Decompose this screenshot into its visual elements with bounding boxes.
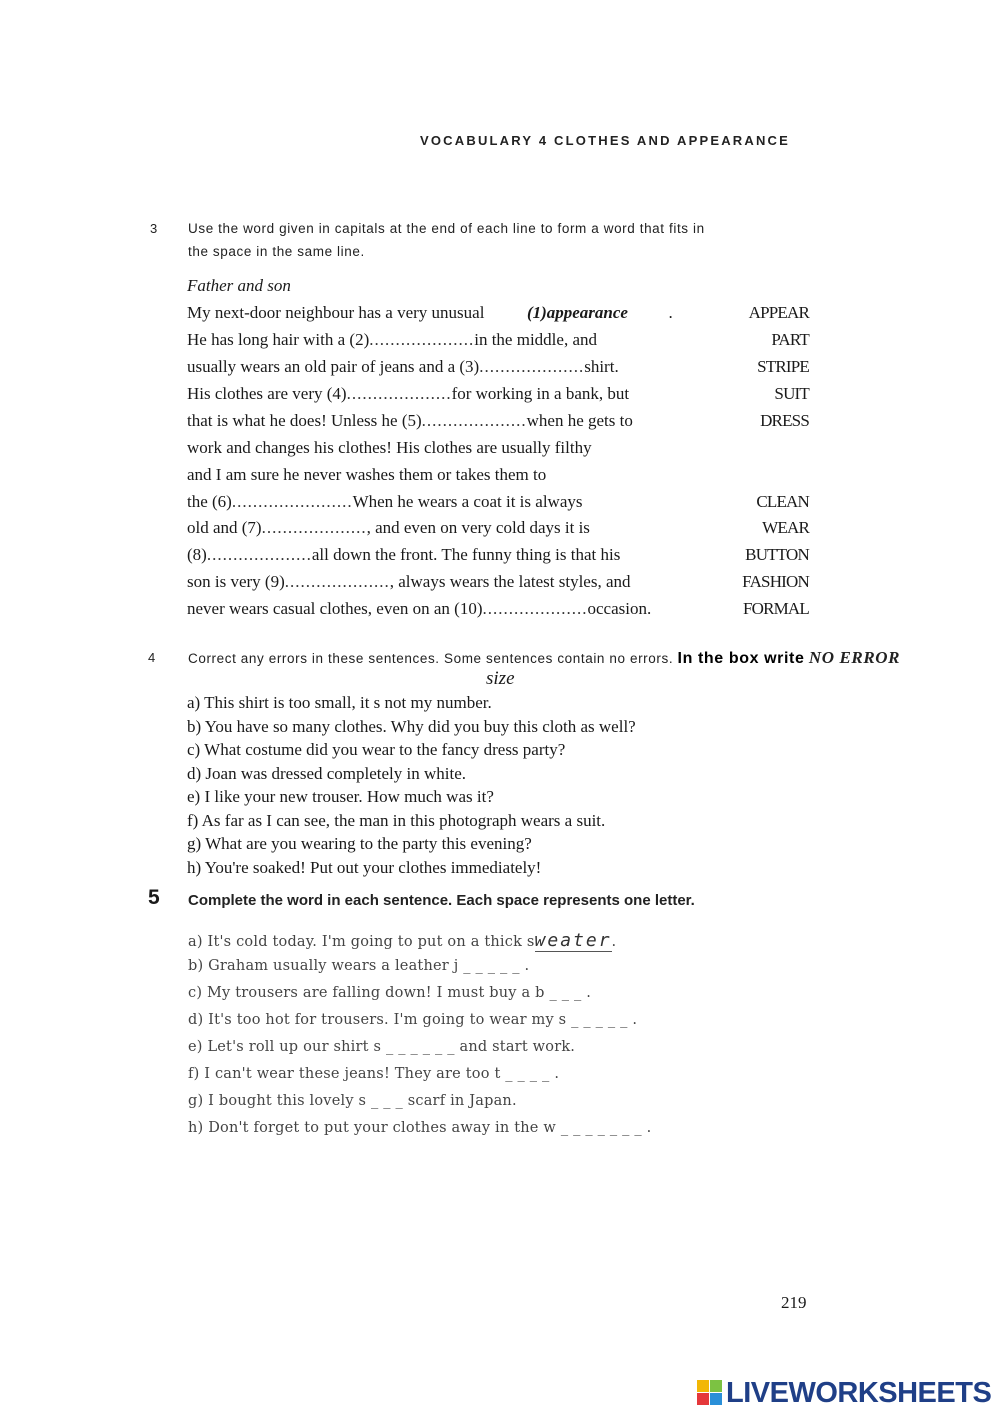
gap-4[interactable]: .................... <box>346 384 452 403</box>
answer-box-a[interactable]: size <box>486 668 515 689</box>
gap-2[interactable]: .................... <box>369 330 475 349</box>
sentence-5b: b) Graham usually wears a leather j _ _ _ _ _ . <box>188 958 530 974</box>
keyword-button: BUTTON <box>745 545 809 564</box>
keyword-suit: SUIT <box>774 384 809 403</box>
gap-10[interactable]: .................... <box>482 599 588 618</box>
passage-text: the (6) <box>187 492 232 511</box>
gap-9[interactable]: .................... <box>284 572 390 591</box>
passage-text: usually wears an old pair of jeans and a (3) <box>187 357 480 376</box>
passage-text: occasion. <box>587 599 652 618</box>
box-instruction-emphasis: NO ERROR <box>808 648 901 667</box>
answer-1[interactable]: (1)appearance <box>526 303 628 322</box>
passage-text: He has long hair with a (2) <box>187 330 370 349</box>
passage-text: when he gets to <box>526 411 633 430</box>
keyword-stripe: STRIPE <box>757 357 809 376</box>
passage-text: My next-door neighbour has a very unusual <box>187 303 485 322</box>
page-number: 219 <box>781 1293 807 1312</box>
passage-text: work and changes his clothes! His clothes are usually filthy <box>187 438 592 457</box>
passage-line-4 <box>187 384 809 408</box>
sentence-text: . <box>611 934 617 950</box>
chapter-header: VOCABULARY 4 CLOTHES AND APPEARANCE <box>420 133 791 148</box>
brand-name: LIVEWORKSHEETS <box>726 1376 992 1409</box>
sentence-5c: c) My trousers are falling down! I must buy a b _ _ _ . <box>188 985 592 1001</box>
passage-line-5 <box>187 411 809 435</box>
passage-line-1 <box>187 303 809 327</box>
exercise-4-instruction-text: Correct any errors in these sentences. Some sentences contain no errors. <box>188 651 674 666</box>
sentence-text: a) It's cold today. I'm going to put on a thick s <box>188 934 535 950</box>
passage-line-10 <box>187 545 809 569</box>
passage-text: for working in a bank, but <box>451 384 630 403</box>
gap-8[interactable]: .................... <box>206 545 312 564</box>
exercise-3-instruction-line1: Use the word given in capitals at the end of each line to form a word that fits in <box>188 221 705 236</box>
keyword-dress: DRESS <box>760 411 809 430</box>
sentence-4f: f) As far as I can see, the man in this photograph wears a suit. <box>187 811 606 830</box>
passage-text: that is what he does! Unless he (5) <box>187 411 422 430</box>
gap-5[interactable]: .................... <box>421 411 527 430</box>
sentence-5d: d) It's too hot for trousers. I'm going to wear my s _ _ _ _ _ . <box>188 1012 638 1028</box>
sentence-4a: a) This shirt is too small, it s not my number. <box>187 693 492 712</box>
keyword-wear: WEAR <box>762 518 809 537</box>
sentence-4c: c) What costume did you wear to the fancy dress party? <box>187 740 566 759</box>
exercise-5-number: 5 <box>148 886 160 909</box>
sentence-5e: e) Let's roll up our shirt s _ _ _ _ _ _ and start work. <box>188 1039 576 1055</box>
passage-title: Father and son <box>187 276 291 295</box>
passage-text: in the middle, and <box>474 330 597 349</box>
box-instruction: In the box write <box>677 650 805 667</box>
sentence-4g: g) What are you wearing to the party this evening? <box>187 834 532 853</box>
passage-text: . <box>668 303 673 322</box>
sentence-4b: b) You have so many clothes. Why did you buy this cloth as well? <box>187 717 636 736</box>
passage-line-3 <box>187 357 809 381</box>
passage-text: son is very (9) <box>187 572 285 591</box>
keyword-part: PART <box>771 330 809 349</box>
passage-text: shirt. <box>584 357 619 376</box>
passage-text: , always wears the latest styles, and <box>389 572 631 591</box>
answer-5a[interactable]: weater <box>534 930 612 951</box>
passage-text: and I am sure he never washes them or takes them to <box>187 465 547 484</box>
passage-line-11 <box>187 572 809 596</box>
passage-text: never wears casual clothes, even on an (10) <box>187 599 483 618</box>
gap-3[interactable]: .................... <box>479 357 585 376</box>
keyword-clean: CLEAN <box>756 492 809 511</box>
passage-line-9 <box>187 518 809 542</box>
passage-text: all down the front. The funny thing is that his <box>311 545 621 564</box>
exercise-3-number: 3 <box>150 221 158 236</box>
passage-line-8 <box>187 492 809 516</box>
sentence-5h: h) Don't forget to put your clothes away in the w _ _ _ _ _ _ _ . <box>188 1120 652 1136</box>
sentence-5g: g) I bought this lovely s _ _ _ scarf in Japan. <box>188 1093 517 1109</box>
exercise-4-number: 4 <box>148 650 156 665</box>
exercise-4-instruction <box>188 646 900 670</box>
gap-7[interactable]: .................... <box>261 518 367 537</box>
passage-text: , and even on very cold days it is <box>366 518 590 537</box>
logo-mark-icon <box>697 1380 723 1406</box>
sentence-4h: h) You're soaked! Put out your clothes immediately! <box>187 858 542 877</box>
passage-text: old and (7) <box>187 518 262 537</box>
passage-text: His clothes are very (4) <box>187 384 347 403</box>
sentence-5a <box>188 930 616 951</box>
liveworksheets-logo[interactable] <box>697 1378 991 1408</box>
keyword-fashion: FASHION <box>742 572 809 591</box>
exercise-5-instruction: Complete the word in each sentence. Each space represents one letter. <box>188 892 695 909</box>
gap-6[interactable]: ....................... <box>231 492 353 511</box>
keyword-appear: APPEAR <box>748 303 809 322</box>
keyword-formal: FORMAL <box>742 599 809 618</box>
sentence-4d: d) Joan was dressed completely in white. <box>187 764 467 783</box>
passage-line-2 <box>187 330 809 354</box>
sentence-4e: e) I like your new trouser. How much was it? <box>187 787 494 806</box>
passage-line-7 <box>187 465 809 489</box>
passage-text: (8) <box>187 545 207 564</box>
sentence-5f: f) I can't wear these jeans! They are too t _ _ _ _ . <box>188 1066 560 1082</box>
passage-text: When he wears a coat it is always <box>352 492 583 511</box>
exercise-3-instruction-line2: the space in the same line. <box>188 244 365 259</box>
passage-line-12 <box>187 599 809 623</box>
passage-line-6 <box>187 438 809 462</box>
